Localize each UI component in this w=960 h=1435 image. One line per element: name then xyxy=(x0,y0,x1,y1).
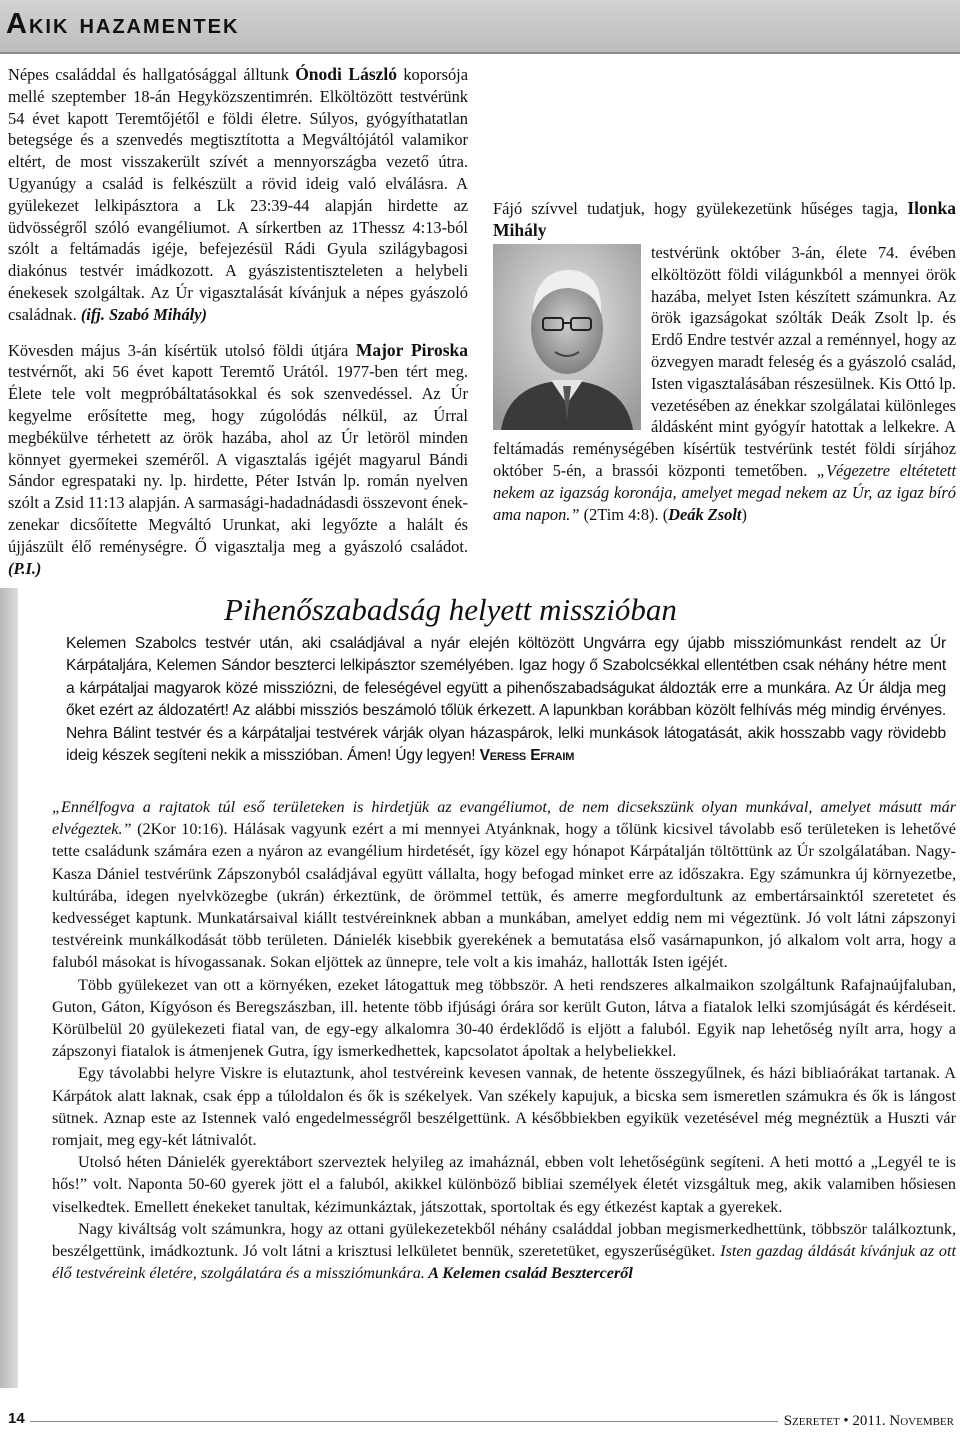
publication-info: Szeretet • 2011. November xyxy=(778,1413,954,1430)
lead-signature: Veress Efraim xyxy=(479,747,575,765)
article-signature: A Kelemen család Beszterceről xyxy=(424,1264,633,1283)
page-number: 14 xyxy=(8,1410,25,1427)
deceased-name: Ilonka Mihály xyxy=(493,198,956,240)
obituary-ilonka-body: testvérünk október 3-án, élete 74. évében elköltözött földi világunkból a mennyei örök hazába, melyet Isten készített számunkra. Az örök igazságokat szólták Deák Zsolt lp. és Erdő Endre testvér azzal a reménnyel, hogy az özvegyen maradt feleség és a gyászoló család, Isten vigasztalásában részesülnek. Kis Ottó lp. vezetésében az énekkar szolgálatai különleges áldásként mint gyógyír hatottak a lelkekre. A feltámadás reménységében kísértük testvérünk testét földi sírjához október 5-én, a brassói központi temetőben. „Végezetre eltétetett nekem az igazság koronája, amelyet megad nekem az Úr, az igaz bíró ama napon.” (2Tim 4:8). (Deák Zsolt) xyxy=(493,243,957,524)
obituary-onodi: Népes családdal és hallgatósággal álltunk Ónodi László koporsója mellé szeptember 18-án Hegyközszentimrén. Elköltözött testvérünk 54 évet kapott Teremtőjétől e földi életre. Súlyos, gyógyíthatatlan betegsége és a szenvedés megtisztította a Megváltójától valamikor eltért, de most visszakerült szívét a mennyországba vezető útra. Ugyanúgy a család is felkészült a rövid ideig való elválásra. A gyülekezet lelkipásztora a Lk 23:39-44 alapján hirdette az üdvösségről szóló evangéliumot. A sírkertben az 1Thessz 4:13-ból szólt a feltámadás igéje, befejezésül Rádi Gyula szilágybagosi diakónus testvér imádkozott. A gyászistentiszteleten a helybeli énekesek szolgáltak. Az Úr vigasztalását kívánjuk a népes gyászoló családnak. (ifj. Szabó Mihály) xyxy=(8,64,468,324)
section-title: Akik hazamentek xyxy=(6,8,240,40)
author-signature: (ifj. Szabó Mihály) xyxy=(80,304,207,324)
author-signature: Deák Zsolt xyxy=(668,504,742,524)
section-header xyxy=(0,0,960,54)
article-body xyxy=(52,796,956,1284)
paragraph: Nagy kiváltság volt számunkra, hogy az ottani gyülekezetekből néhány családdal jobban megismerkedhettünk, többször találkoztunk, beszélgettünk, imádkoztunk. Jó volt látni a krisztusi lelkületet bennük, szeretetüket, egyszerűségüket. Isten gazdag áldását kívánjuk az ott élő testvéreink életére, szolgálatára és a missziómunkára. A Kelemen család Beszterceről xyxy=(52,1219,956,1283)
author-signature: (P.I.) xyxy=(8,558,42,578)
left-column xyxy=(8,64,468,579)
deceased-name: Major Piroska xyxy=(355,339,468,360)
mission-article xyxy=(0,588,960,1410)
paragraph: Több gyülekezet van ott a környéken, ezeket látogattuk meg többször. A heti rendszeres alkalmaikon szolgáltunk Rafajnaújfaluban, Guton, Gáton, Kígyóson és Beregszászban, ill. hetente több ifjúsági órára sor került Guton, látva a fiatalok lelki szomjúságát és kérdéseit. Körülbelül 20 gyülekezeti fiatal van, de egy-egy alkalomra 30-40 érdeklődő is eljött a faluból. Egyik nap lehetőség nyílt arra, hogy a zápszonyi fiatalok is átmenjenek Gutra, így ismerkedhettek, kapcsolatot ápoltak a helybeliekkel. xyxy=(52,975,956,1061)
decorative-stripe xyxy=(0,588,18,1388)
paragraph: „Ennélfogva a rajtatok túl eső területeken is hirdetjük az evangéliumot, de nem dicsekszünk olyan munkával, amelyet másutt már elvégeztek.” (2Kor 10:16). Hálásak vagyunk ezért a mi mennyei Atyánknak, hogy a tőlünk kicsivel távolabb eső területeken is lehetővé tette családunk számára ezen a nyáron az evangélium hirdetését, így közel egy hónapot Kárpátalján töltöttünk az Úr szolgálatában. Nagy-Kasza Dániel testvérünk Zápszonyból családjával együtt vállalta, hogy befogad minket erre az időszakra. Egy számunkra új környezetbe, kultúrába, idegen nyelvközegbe (ukrán) érkeztünk, de örömmel tettük, és amerre megfordultunk az embertársainktól szeretetet és kedvességet kaptunk. Munkatársaival kiállt testvéreinknek abban a munkában, amelyet eddig nem mi végeztünk. Jó volt látni zápszonyi testvéreink munkálkodását több területen. Dánielék kisebbik gyerekének a bemutatása első vasárnapunkon, jó alkalom volt arra, hogy a faluból másokat is hívogassanak. Sokan eljöttek az ünnepre, tele volt a kis imaház, hallották Isten igéjét. xyxy=(52,798,956,972)
bible-quote: „Végezetre eltétetett nekem az igazság koronája, amelyet megad nekem az Úr, az igaz bíró ama napon.” xyxy=(493,460,957,524)
paragraph: Utolsó héten Dánielék gyerektábort szerveztek helyileg az imaháznál, ebben volt lehetőségünk segíteni. A heti mottó a „Legyél te is hős!” volt. Naponta 50-60 gyerek jött el a faluból, akikkel különböző bibliai személyek életét vizsgáltuk meg, akik valamiben hősiesen viselkedtek. Emellett énekeket tanultak, kézimunkáztak, játszottak, sportoltak és egy étkezést kaptak a gyerekek. xyxy=(52,1153,956,1216)
article-lead: Kelemen Szabolcs testvér után, aki családjával a nyár elején költözött Ungvárra egy újabb missziómunkást rendelt az Úr Kárpátaljára, Kelemen Sándor beszterci lelkipásztor személyében. Igaz hogy ő Szabolcsékkal ellentétben csak néhány hétre ment a kárpátaljai magyarok közé missziózni, de feleségével együtt a pihenőszabadságukat áldozták erre a munkára. Az Úr áldja meg őket ezért az áldozatért! Az alábbi missziós beszámoló tőlük érkezett. A lapunkban korábban közölt felhívás még mindig érvényes. Nehra Bálint testvér és a kárpátaljai testvérek várják olyan házaspárok, lelki munkások látogatását, akik hosszabb vagy rövidebb ideig készek segíteni nekik a misszióban. Ámen! Úgy legyen! Veress Efraim xyxy=(66,635,946,765)
portrait-image xyxy=(493,244,641,430)
bible-quote: „Ennélfogva a rajtatok túl eső területeken is hirdetjük az evangéliumot, de nem dicsekszünk olyan munkával, amelyet másutt már elvégeztek.” xyxy=(52,798,956,839)
deceased-name: Ónodi László xyxy=(295,64,398,84)
obituary-ilonka: Fájó szívvel tudatjuk, hogy gyülekezetünk hűséges tagja, Ilonka Mihály xyxy=(493,198,956,240)
article-title: Pihenőszabadság helyett misszióban xyxy=(224,592,677,627)
obituary-major: Kövesden május 3-án kísértük utolsó földi útjára Major Piroska testvérnőt, aki 56 évet kapott Teremtő Urától. 1977-ben tért meg. Élete tele volt megpróbáltatásokkal és sok szenvedéssel. Az Úr kegyelme erősítette meg, hogy zúgolódás nélkül, az Úrral megbékülve térhetett az örök hazába, ahol az Úr letöröl minden könnyet gyermekei szeméről. A vigasztalás igéjét magyarul Bándi Sándor egrespataki ny. lp. hirdette, Péter István lp. román nyelven szólt a Zsid 11:13 alapján. A sarmasági-hadadnádasdi összevont ének-zenekar dicsőítette Megváltó Urunkat, aki legyőzte a halált és újjászült élő reménységre. Ő vigasztalja meg a gyászoló családot. (P.I.) xyxy=(8,339,468,578)
paragraph: Egy távolabbi helyre Viskre is elutaztunk, ahol testvéreink kevesen vannak, de hetente összegyűlnek, és házi bibliaórákat tartanak. A Kárpátok alatt laknak, csak épp a túloldalon és ők is székelyek. Van székely kapujuk, a bicska sem ismeretlen számukra és ők is lángost sütnek. Aznap este az Istennek való engedelmességről beszélgettünk. A későbbiekben egyikük vezetésével még megnéztük a Huszti vár romjait, meg egy-két látnivalót. xyxy=(52,1064,956,1150)
portrait-photo xyxy=(493,244,641,430)
